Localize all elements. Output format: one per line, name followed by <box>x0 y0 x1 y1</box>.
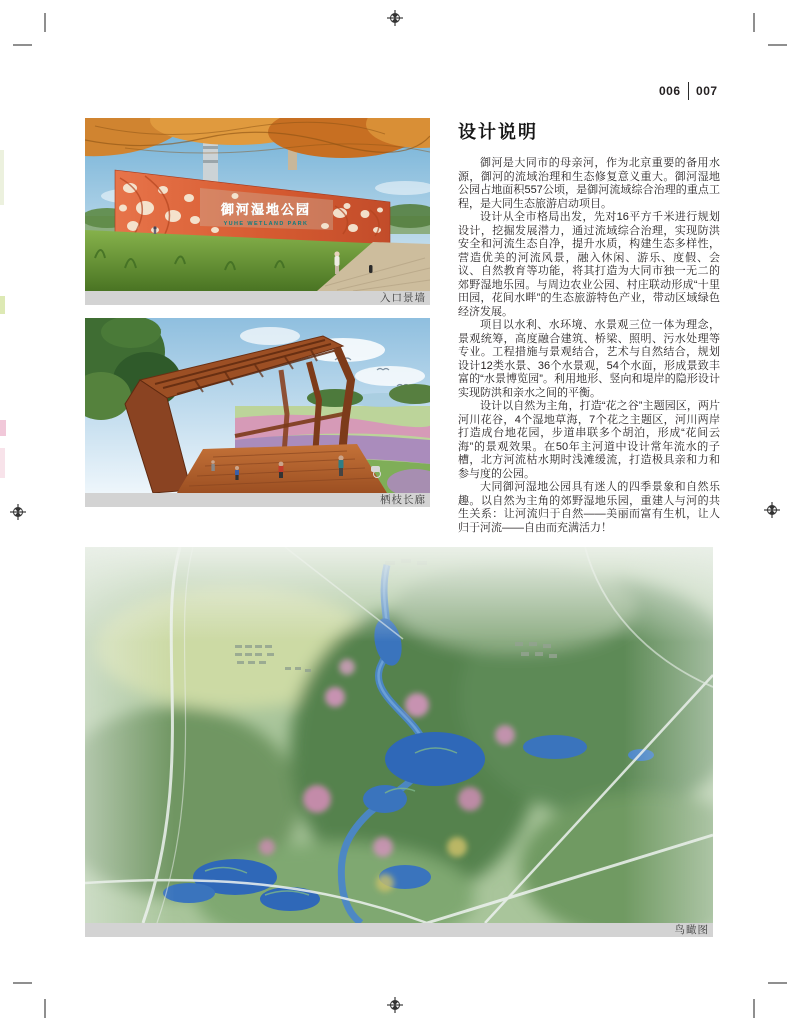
figure-caption: 鸟瞰图 <box>85 923 713 937</box>
crop-mark <box>768 44 787 46</box>
figure-corridor <box>85 318 430 507</box>
registration-mark-icon <box>387 10 403 26</box>
page-numbers <box>659 82 718 100</box>
corridor-render-image <box>85 318 430 493</box>
crop-mark <box>13 982 32 984</box>
wall-sign-title: 御河湿地公园 <box>220 202 312 217</box>
page-bleed-smudge <box>0 296 5 314</box>
crop-mark <box>13 44 32 46</box>
page-number-left: 006 <box>659 84 681 98</box>
page-bleed-smudge <box>0 150 4 205</box>
body-paragraph: 设计从全市格局出发，先对16平方千米进行规划设计，挖掘发展潜力，通过流域综合治理，实现防洪安全和河流生态自净，提升水质，构建生态多样性，营造优美的河流风景，融入休闲、游乐、度假、会议、自然教育等功能，将其打造为大同市独一无二的郊野湿地乐园。与周边农业公园、村庄联动形成“十里田园，花间水畔”的生态旅游特色产业，带动区域绿色经济发展。 <box>458 211 720 318</box>
crop-mark <box>753 999 755 1018</box>
figure-aerial-view <box>85 547 713 937</box>
design-description-article <box>458 118 720 535</box>
figure-caption: 栖枝长廊 <box>85 493 430 507</box>
crop-mark <box>44 999 46 1018</box>
page-title: 设计说明 <box>458 122 538 142</box>
registration-mark-icon <box>10 504 26 520</box>
body-paragraph: 御河是大同市的母亲河，作为北京重要的备用水源，御河的流域治理和生态修复意义重大。御河湿地公园占地面积557公顷，是御河流域综合治理的重点工程，是大同生态旅游启动项目。 <box>458 157 720 210</box>
body-paragraph: 项目以水利、水环境、水景观三位一体为理念，景观统筹，高度融合建筑、桥梁、照明、污水处理等专业。工程措施与景观结合，艺术与自然结合，规划设计12类水景、36个水景观，54个水面，形成景致丰富的“水景博览园”。利用地形、竖向和堤岸的隐形设计实现防洪和亲水之间的平衡。 <box>458 319 720 399</box>
crop-mark <box>753 13 755 32</box>
registration-mark-icon <box>764 502 780 518</box>
page-bleed-smudge <box>0 420 6 436</box>
figure-entrance-wall <box>85 118 430 305</box>
crop-mark <box>44 13 46 32</box>
figure-caption: 入口景墙 <box>85 291 430 305</box>
aerial-render-image <box>85 547 713 923</box>
registration-mark-icon <box>387 997 403 1013</box>
body-paragraph: 设计以自然为主角，打造“花之谷”主题园区，两片河川花谷，4个湿地草海，7个花之主题区，河川两岸打造成台地花园，步道串联多个胡泊，形成“花间云海”的景观效果。在50年主河道中设计常年流水的子槽，北方河流枯水期时浅滩缓流，打造极具亲和力和参与度的公园。 <box>458 400 720 480</box>
entrance-wall-render-image <box>85 118 430 291</box>
wall-sign-subtitle: YUHE WETLAND PARK <box>223 221 309 227</box>
page-number-right: 007 <box>696 84 718 98</box>
body-paragraph: 大同御河湿地公园具有迷人的四季景象和自然乐趣。以自然为主角的郊野湿地乐园，重建人与河的共生关系：让河流归于自然——美丽而富有生机，让人归于河流——自由而充满活力！ <box>458 481 720 534</box>
page-number-divider <box>688 82 690 100</box>
page-bleed-smudge <box>0 448 5 478</box>
crop-mark <box>768 982 787 984</box>
